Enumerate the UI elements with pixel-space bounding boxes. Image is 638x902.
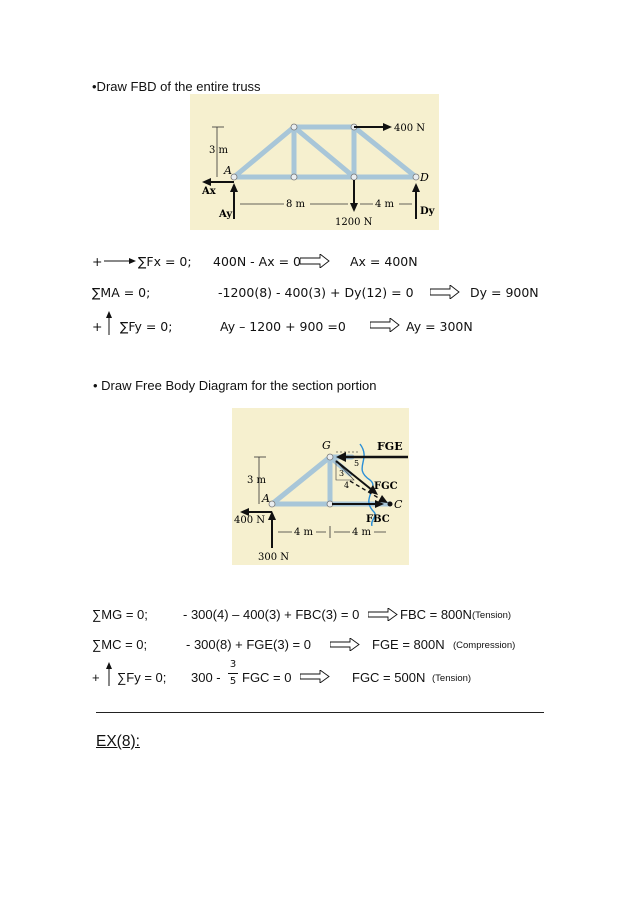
s2-eq3-result: FGC = 500N <box>352 670 426 685</box>
s2-eq1-sum: ∑MG = 0; <box>92 607 148 622</box>
eq3-mid: Ay – 1200 + 900 =0 <box>220 319 346 334</box>
joint-c-label: C <box>394 498 403 511</box>
s2-eq3-sum: ∑Fy = 0; <box>117 670 167 685</box>
section2-heading: • Draw Free Body Diagram for the section portion <box>93 378 377 393</box>
plus-sign-3: + <box>92 319 103 334</box>
s2-eq2-result: FGE = 800N <box>372 637 445 652</box>
s2-eq1-note: (Tension) <box>472 610 512 621</box>
joint-a-label: A <box>224 164 232 177</box>
horizontal-divider <box>96 712 544 713</box>
span-4m-label: 4 m <box>375 199 395 210</box>
implies-arrow-icon <box>370 318 400 332</box>
joint-g-label: G <box>322 439 331 452</box>
implies-arrow-icon <box>368 608 398 621</box>
dy-label: Dy <box>420 206 435 217</box>
frac-denominator: 5 <box>229 676 237 687</box>
load-1200-label: 1200 N <box>335 217 373 228</box>
s2-eq2-note: (Compression) <box>453 640 516 651</box>
span-8m-label: 8 m <box>286 199 306 210</box>
tri-3-label: 3 <box>339 469 345 478</box>
s2-eq3-note: (Tension) <box>432 673 472 684</box>
eq2-mid: -1200(8) - 400(3) + Dy(12) = 0 <box>218 285 414 300</box>
frac-numerator: 3 <box>229 659 237 670</box>
s2-eq2-mid: - 300(8) + FGE(3) = 0 <box>186 637 311 652</box>
truss-fbd-svg <box>190 94 439 230</box>
right-arrow-icon <box>104 256 136 266</box>
implies-arrow-icon <box>330 638 360 651</box>
eq2-result: Dy = 900N <box>470 285 539 300</box>
eq1-mid: 400N - Ax = 0 <box>213 254 301 269</box>
fge-label: FGE <box>377 440 403 453</box>
s2-eq1-mid: - 300(4) – 400(3) + FBC(3) = 0 <box>183 607 360 622</box>
tri-4-label: 4 <box>344 481 350 490</box>
section1-heading: •Draw FBD of the entire truss <box>92 79 261 94</box>
eq1-sum: ∑Fx = 0; <box>138 254 192 269</box>
height-label: 3 m <box>209 145 229 156</box>
implies-arrow-icon <box>430 285 460 299</box>
joint-d-label: D <box>420 171 429 184</box>
bottom-load-label: 300 N <box>258 552 290 563</box>
ay-label: Ay <box>219 209 233 220</box>
plus-sign-1: + <box>92 254 103 269</box>
s2-plus-sign: + <box>92 670 100 685</box>
truss-fbd-figure <box>190 94 439 230</box>
span2b-label: 4 m <box>352 527 372 538</box>
load-400-label: 400 N <box>394 123 426 134</box>
s2-eq3-mid-b: FGC = 0 <box>242 670 292 685</box>
eq1-result: Ax = 400N <box>350 254 418 269</box>
s2-eq1-result: FBC = 800N <box>400 607 472 622</box>
fgc-label: FGC <box>374 481 398 492</box>
left-load-label: 400 N <box>234 515 266 526</box>
implies-arrow-icon <box>300 670 330 683</box>
ax-label: Ax <box>202 186 216 197</box>
s2-eq3-mid-a: 300 - <box>191 670 221 685</box>
height2-label: 3 m <box>247 475 267 486</box>
eq3-result: Ay = 300N <box>406 319 473 334</box>
eq3-sum: ∑Fy = 0; <box>120 319 173 334</box>
up-arrow-icon <box>104 662 114 686</box>
fbc-label: FBC <box>366 514 390 525</box>
section-fbd-svg <box>232 408 409 565</box>
section-fbd-figure <box>232 408 409 565</box>
tri-5-label: 5 <box>354 459 360 468</box>
joint-a2-label: A <box>262 492 270 505</box>
s2-eq2-sum: ∑MC = 0; <box>92 637 148 652</box>
example-heading: EX(8): <box>96 733 140 750</box>
up-arrow-icon <box>104 311 114 335</box>
implies-arrow-icon <box>300 254 330 268</box>
span2a-label: 4 m <box>294 527 314 538</box>
frac-bar <box>228 673 238 674</box>
eq2-sum: ∑MA = 0; <box>92 285 151 300</box>
